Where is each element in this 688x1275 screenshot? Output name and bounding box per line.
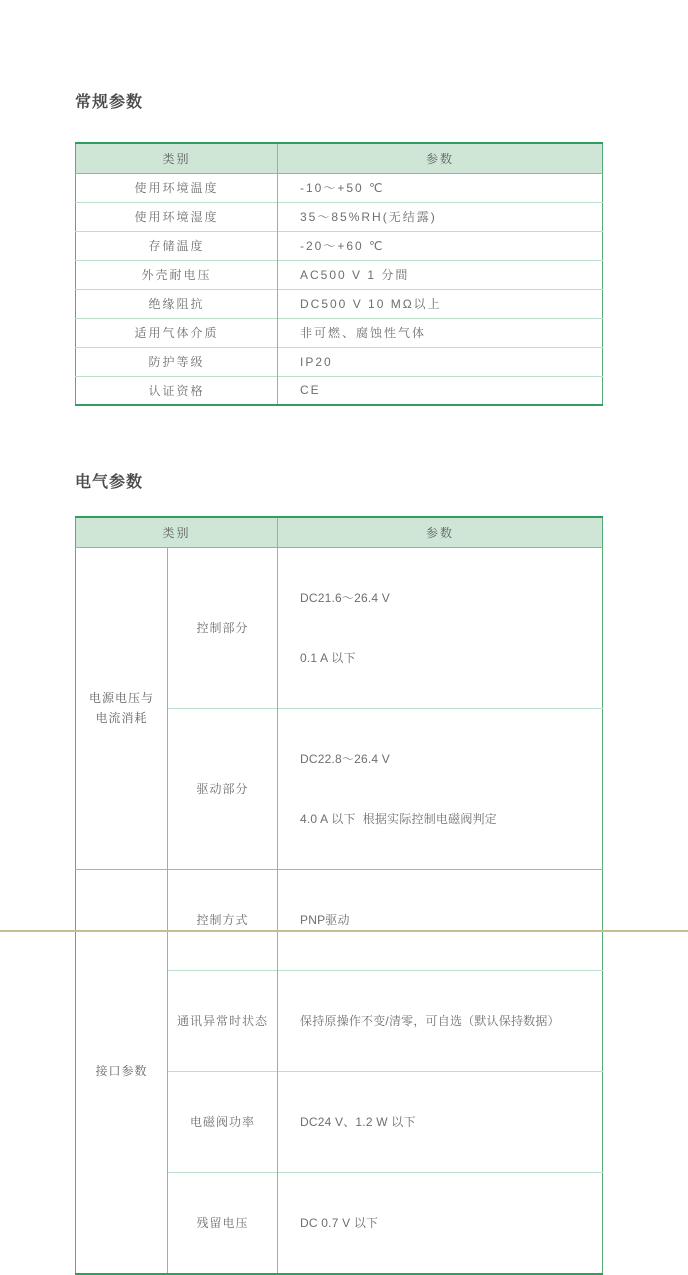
section-title-electrical-parameters: 电气参数: [75, 474, 144, 491]
column-header-category: 类别: [76, 517, 278, 547]
table-row: [76, 347, 603, 376]
group-label-cell: [76, 547, 168, 869]
column-header-category: 类别: [76, 143, 278, 173]
value-line: 4.0 A 以下 根据实际控制电磁阀判定: [300, 811, 497, 826]
param-value-cell: CE: [278, 376, 603, 405]
electrical-parameters-table: [75, 516, 603, 1275]
param-label-cell: 控制方式: [168, 869, 278, 970]
param-value-cell: [278, 869, 603, 970]
value-line: DC24 V、1.2 W 以下: [300, 1114, 416, 1129]
param-label-cell: 绝缘阻抗: [76, 289, 278, 318]
param-label-cell: 外壳耐电压: [76, 260, 278, 289]
param-value-cell: -20～+60 ℃: [278, 231, 603, 260]
table-row: [76, 376, 603, 405]
param-value-cell: IP20: [278, 347, 603, 376]
table-row: [76, 318, 603, 347]
value-line: DC22.8～26.4 V: [300, 751, 390, 766]
table-header-row: [76, 517, 603, 547]
group-label-line: 电源电压与: [88, 691, 154, 705]
param-value-cell: [278, 970, 603, 1071]
page-bottom-divider: [0, 930, 688, 932]
value-line: 保持原操作不变/清零，可自选（默认保持数据）: [300, 1013, 560, 1028]
param-value-cell: 非可燃、腐蚀性气体: [278, 318, 603, 347]
param-label-cell: 使用环境湿度: [76, 202, 278, 231]
param-label-cell: 控制部分: [168, 547, 278, 708]
table-row: [76, 202, 603, 231]
param-value-cell: [278, 1172, 603, 1274]
value-line: DC21.6～26.4 V: [300, 590, 390, 605]
column-header-parameter: 参数: [278, 143, 603, 173]
table-row: [76, 260, 603, 289]
table-row: [76, 289, 603, 318]
group-label-line: 电流消耗: [95, 711, 148, 725]
param-label-cell: 防护等级: [76, 347, 278, 376]
param-label-cell: 通讯异常时状态: [168, 970, 278, 1071]
param-label-cell: 电磁阀功率: [168, 1071, 278, 1172]
param-value-cell: -10～+50 ℃: [278, 173, 603, 202]
param-value-cell: 35～85%RH(无结露): [278, 202, 603, 231]
value-line: DC 0.7 V 以下: [300, 1215, 379, 1230]
param-label-cell: 认证资格: [76, 376, 278, 405]
column-header-parameter: 参数: [278, 517, 603, 547]
param-label-cell: 残留电压: [168, 1172, 278, 1274]
table-row: [76, 173, 603, 202]
table-header-row: [76, 143, 603, 173]
param-label-cell: 适用气体介质: [76, 318, 278, 347]
param-label-cell: 驱动部分: [168, 708, 278, 869]
general-parameters-table: [75, 142, 603, 406]
value-line: PNP驱动: [300, 912, 350, 927]
param-value-cell: [278, 708, 603, 869]
value-line: 0.1 A 以下: [300, 650, 356, 665]
group-label-line: 接口参数: [95, 1064, 148, 1078]
param-label-cell: 使用环境温度: [134, 181, 219, 195]
param-value-cell: AC500 V 1 分間: [278, 260, 603, 289]
section-title-general-parameters: 常规参数: [75, 94, 144, 111]
param-value-cell: [278, 547, 603, 708]
param-label-cell: 存储温度: [76, 231, 278, 260]
table-row: [76, 231, 603, 260]
param-value-cell: DC500 V 10 MΩ以上: [278, 289, 603, 318]
param-value-cell: [278, 1071, 603, 1172]
table-row: [76, 547, 603, 708]
table-row: [76, 869, 603, 970]
